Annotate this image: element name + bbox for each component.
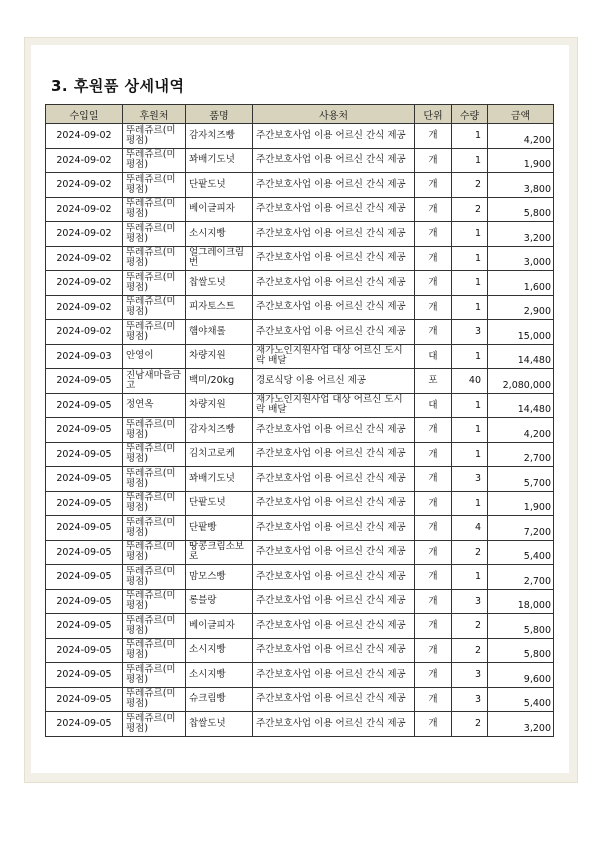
cell-date: 2024-09-02 [46, 173, 123, 198]
table-row [46, 663, 554, 688]
cell-source: 뚜레쥬르(미평점) [123, 246, 186, 271]
cell-qty: 3 [452, 467, 488, 492]
cell-amount: 5,400 [488, 540, 554, 565]
cell-item: 슈크림빵 [186, 687, 253, 712]
cell-qty: 1 [452, 344, 488, 369]
cell-qty: 2 [452, 638, 488, 663]
cell-unit: 개 [415, 222, 452, 247]
header-item: 품명 [186, 105, 253, 124]
cell-amount: 18,000 [488, 589, 554, 614]
cell-source: 뚜레쥬르(미평점) [123, 687, 186, 712]
cell-unit: 개 [415, 197, 452, 222]
table-row [46, 393, 554, 418]
cell-source: 뚜레쥬르(미평점) [123, 148, 186, 173]
cell-source: 뚜레쥬르(미평점) [123, 638, 186, 663]
donation-detail-table [45, 104, 554, 737]
cell-amount: 4,200 [488, 124, 554, 149]
cell-item: 감자치즈빵 [186, 418, 253, 443]
cell-qty: 1 [452, 491, 488, 516]
cell-usage: 주간보호사업 이용 어르신 간식 제공 [253, 565, 415, 590]
cell-amount: 5,700 [488, 467, 554, 492]
cell-qty: 1 [452, 393, 488, 418]
cell-amount: 3,800 [488, 173, 554, 198]
cell-date: 2024-09-02 [46, 197, 123, 222]
cell-usage: 주간보호사업 이용 어르신 간식 제공 [253, 638, 415, 663]
cell-usage: 주간보호사업 이용 어르신 간식 제공 [253, 614, 415, 639]
table-row [46, 638, 554, 663]
cell-date: 2024-09-05 [46, 540, 123, 565]
cell-usage: 주간보호사업 이용 어르신 간식 제공 [253, 442, 415, 467]
cell-amount: 15,000 [488, 320, 554, 345]
cell-date: 2024-09-05 [46, 442, 123, 467]
cell-qty: 2 [452, 197, 488, 222]
cell-unit: 개 [415, 271, 452, 296]
cell-source: 뚜레쥬르(미평점) [123, 663, 186, 688]
cell-source: 뚜레쥬르(미평점) [123, 589, 186, 614]
cell-qty: 1 [452, 295, 488, 320]
cell-amount: 14,480 [488, 344, 554, 369]
cell-qty: 1 [452, 148, 488, 173]
cell-item: 소시지빵 [186, 663, 253, 688]
header-qty: 수량 [452, 105, 488, 124]
cell-usage: 주간보호사업 이용 어르신 간식 제공 [253, 124, 415, 149]
cell-source: 뚜레쥬르(미평점) [123, 271, 186, 296]
cell-source: 뚜레쥬르(미평점) [123, 320, 186, 345]
cell-unit: 개 [415, 491, 452, 516]
cell-item: 찹쌀도넛 [186, 712, 253, 737]
cell-item: 차량지원 [186, 393, 253, 418]
cell-date: 2024-09-05 [46, 369, 123, 394]
cell-item: 소시지빵 [186, 638, 253, 663]
cell-unit: 개 [415, 614, 452, 639]
cell-qty: 3 [452, 320, 488, 345]
cell-unit: 개 [415, 246, 452, 271]
cell-usage: 주간보호사업 이용 어르신 간식 제공 [253, 540, 415, 565]
cell-item: 롱블랑 [186, 589, 253, 614]
table-row [46, 295, 554, 320]
cell-amount: 2,900 [488, 295, 554, 320]
cell-date: 2024-09-05 [46, 565, 123, 590]
cell-qty: 1 [452, 565, 488, 590]
cell-usage: 주간보호사업 이용 어르신 간식 제공 [253, 467, 415, 492]
cell-amount: 2,700 [488, 442, 554, 467]
cell-date: 2024-09-02 [46, 124, 123, 149]
cell-unit: 개 [415, 173, 452, 198]
cell-amount: 5,800 [488, 197, 554, 222]
cell-source: 뚜레쥬르(미평점) [123, 565, 186, 590]
cell-item: 얼그레이크림번 [186, 246, 253, 271]
table-row [46, 614, 554, 639]
cell-amount: 5,800 [488, 638, 554, 663]
cell-item: 땅콩크림소보로 [186, 540, 253, 565]
cell-qty: 2 [452, 614, 488, 639]
cell-qty: 40 [452, 369, 488, 394]
cell-usage: 주간보호사업 이용 어르신 간식 제공 [253, 148, 415, 173]
cell-usage: 주간보호사업 이용 어르신 간식 제공 [253, 173, 415, 198]
cell-qty: 4 [452, 516, 488, 541]
cell-date: 2024-09-05 [46, 663, 123, 688]
cell-qty: 3 [452, 663, 488, 688]
table-row [46, 320, 554, 345]
cell-date: 2024-09-05 [46, 516, 123, 541]
cell-item: 백미/20kg [186, 369, 253, 394]
cell-qty: 1 [452, 271, 488, 296]
table-row [46, 589, 554, 614]
cell-unit: 포 [415, 369, 452, 394]
cell-source: 뚜레쥬르(미평점) [123, 442, 186, 467]
cell-amount: 2,700 [488, 565, 554, 590]
cell-item: 단팥도넛 [186, 491, 253, 516]
table-row [46, 344, 554, 369]
cell-item: 꽈배기도넛 [186, 467, 253, 492]
cell-unit: 대 [415, 393, 452, 418]
cell-unit: 개 [415, 295, 452, 320]
cell-item: 단팥도넛 [186, 173, 253, 198]
cell-amount: 5,400 [488, 687, 554, 712]
cell-item: 찹쌀도넛 [186, 271, 253, 296]
cell-usage: 경로식당 이용 어르신 제공 [253, 369, 415, 394]
cell-qty: 1 [452, 418, 488, 443]
table-row [46, 271, 554, 296]
cell-source: 뚜레쥬르(미평점) [123, 295, 186, 320]
cell-date: 2024-09-05 [46, 712, 123, 737]
table-row [46, 173, 554, 198]
cell-amount: 1,600 [488, 271, 554, 296]
section-title: 3. 후원품 상세내역 [51, 77, 185, 95]
cell-unit: 개 [415, 148, 452, 173]
cell-source: 진남새마을금고 [123, 369, 186, 394]
cell-qty: 1 [452, 222, 488, 247]
cell-item: 베이글피자 [186, 614, 253, 639]
cell-item: 소시지빵 [186, 222, 253, 247]
cell-qty: 3 [452, 687, 488, 712]
cell-source: 뚜레쥬르(미평점) [123, 491, 186, 516]
table-row [46, 418, 554, 443]
cell-usage: 주간보호사업 이용 어르신 간식 제공 [253, 491, 415, 516]
cell-unit: 개 [415, 687, 452, 712]
cell-usage: 주간보호사업 이용 어르신 간식 제공 [253, 663, 415, 688]
cell-usage: 재가노인지원사업 대상 어르신 도시락 배달 [253, 344, 415, 369]
cell-amount: 3,000 [488, 246, 554, 271]
cell-date: 2024-09-05 [46, 687, 123, 712]
cell-date: 2024-09-02 [46, 320, 123, 345]
cell-qty: 1 [452, 124, 488, 149]
cell-item: 베이글피자 [186, 197, 253, 222]
cell-unit: 개 [415, 442, 452, 467]
cell-amount: 3,200 [488, 222, 554, 247]
cell-item: 햄야채롤 [186, 320, 253, 345]
table-row [46, 442, 554, 467]
cell-date: 2024-09-05 [46, 393, 123, 418]
table-row [46, 148, 554, 173]
header-amount: 금액 [488, 105, 554, 124]
header-source: 후원처 [123, 105, 186, 124]
table-row [46, 467, 554, 492]
cell-qty: 1 [452, 246, 488, 271]
table-row [46, 540, 554, 565]
cell-source: 뚜레쥬르(미평점) [123, 614, 186, 639]
cell-date: 2024-09-03 [46, 344, 123, 369]
table-row [46, 565, 554, 590]
cell-usage: 주간보호사업 이용 어르신 간식 제공 [253, 271, 415, 296]
header-unit: 단위 [415, 105, 452, 124]
cell-item: 꽈배기도넛 [186, 148, 253, 173]
cell-item: 단팥빵 [186, 516, 253, 541]
table-row [46, 687, 554, 712]
cell-usage: 주간보호사업 이용 어르신 간식 제공 [253, 687, 415, 712]
cell-amount: 1,900 [488, 491, 554, 516]
header-usage: 사용처 [253, 105, 415, 124]
cell-date: 2024-09-02 [46, 295, 123, 320]
cell-unit: 개 [415, 320, 452, 345]
cell-unit: 개 [415, 589, 452, 614]
cell-usage: 주간보호사업 이용 어르신 간식 제공 [253, 222, 415, 247]
cell-date: 2024-09-02 [46, 271, 123, 296]
cell-item: 피자토스트 [186, 295, 253, 320]
cell-date: 2024-09-05 [46, 418, 123, 443]
cell-unit: 개 [415, 467, 452, 492]
cell-unit: 개 [415, 565, 452, 590]
cell-source: 뚜레쥬르(미평점) [123, 222, 186, 247]
cell-unit: 개 [415, 712, 452, 737]
table-header-row [46, 105, 554, 124]
cell-amount: 14,480 [488, 393, 554, 418]
cell-amount: 4,200 [488, 418, 554, 443]
cell-date: 2024-09-02 [46, 222, 123, 247]
cell-date: 2024-09-05 [46, 614, 123, 639]
cell-qty: 2 [452, 712, 488, 737]
cell-date: 2024-09-05 [46, 491, 123, 516]
cell-unit: 개 [415, 663, 452, 688]
cell-item: 김치고로케 [186, 442, 253, 467]
cell-item: 감자치즈빵 [186, 124, 253, 149]
cell-qty: 2 [452, 173, 488, 198]
cell-amount: 9,600 [488, 663, 554, 688]
cell-source: 뚜레쥬르(미평점) [123, 173, 186, 198]
cell-usage: 주간보호사업 이용 어르신 간식 제공 [253, 295, 415, 320]
cell-amount: 2,080,000 [488, 369, 554, 394]
cell-source: 뚜레쥬르(미평점) [123, 124, 186, 149]
table-row [46, 369, 554, 394]
table-row [46, 246, 554, 271]
cell-unit: 대 [415, 344, 452, 369]
cell-source: 정연옥 [123, 393, 186, 418]
table-row [46, 491, 554, 516]
cell-usage: 주간보호사업 이용 어르신 간식 제공 [253, 320, 415, 345]
table-row [46, 197, 554, 222]
cell-qty: 1 [452, 442, 488, 467]
cell-usage: 주간보호사업 이용 어르신 간식 제공 [253, 418, 415, 443]
cell-unit: 개 [415, 124, 452, 149]
cell-source: 안영이 [123, 344, 186, 369]
cell-source: 뚜레쥬르(미평점) [123, 540, 186, 565]
cell-source: 뚜레쥬르(미평점) [123, 712, 186, 737]
cell-date: 2024-09-05 [46, 589, 123, 614]
cell-unit: 개 [415, 540, 452, 565]
table-row [46, 222, 554, 247]
cell-usage: 주간보호사업 이용 어르신 간식 제공 [253, 516, 415, 541]
cell-unit: 개 [415, 418, 452, 443]
cell-amount: 1,900 [488, 148, 554, 173]
table-row [46, 124, 554, 149]
cell-usage: 주간보호사업 이용 어르신 간식 제공 [253, 712, 415, 737]
cell-amount: 3,200 [488, 712, 554, 737]
cell-usage: 주간보호사업 이용 어르신 간식 제공 [253, 246, 415, 271]
table-row [46, 516, 554, 541]
cell-amount: 7,200 [488, 516, 554, 541]
cell-source: 뚜레쥬르(미평점) [123, 516, 186, 541]
table-row [46, 712, 554, 737]
cell-source: 뚜레쥬르(미평점) [123, 418, 186, 443]
cell-date: 2024-09-05 [46, 638, 123, 663]
cell-source: 뚜레쥬르(미평점) [123, 467, 186, 492]
cell-usage: 재가노인지원사업 대상 어르신 도시락 배달 [253, 393, 415, 418]
header-date: 수입일 [46, 105, 123, 124]
cell-item: 맘모스빵 [186, 565, 253, 590]
cell-qty: 3 [452, 589, 488, 614]
cell-qty: 2 [452, 540, 488, 565]
cell-date: 2024-09-02 [46, 246, 123, 271]
cell-unit: 개 [415, 516, 452, 541]
document-page [31, 45, 569, 773]
cell-source: 뚜레쥬르(미평점) [123, 197, 186, 222]
cell-usage: 주간보호사업 이용 어르신 간식 제공 [253, 589, 415, 614]
cell-item: 차량지원 [186, 344, 253, 369]
cell-amount: 5,800 [488, 614, 554, 639]
cell-date: 2024-09-05 [46, 467, 123, 492]
cell-date: 2024-09-02 [46, 148, 123, 173]
cell-unit: 개 [415, 638, 452, 663]
cell-usage: 주간보호사업 이용 어르신 간식 제공 [253, 197, 415, 222]
